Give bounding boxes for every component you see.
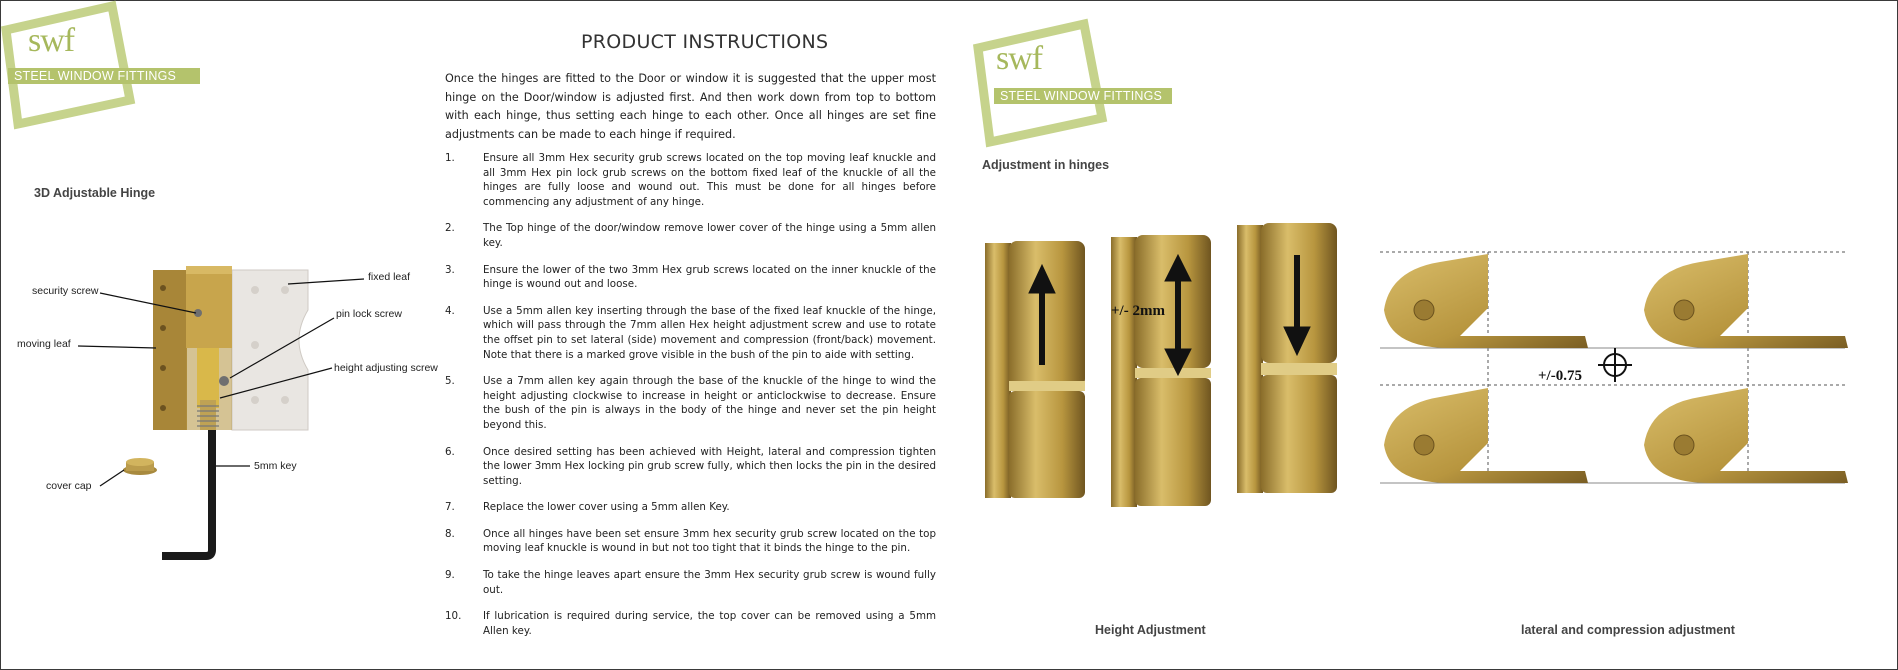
step-item: 10. If lubrication is required during service, the top cover can be removed using a 5mm Allen key. [445,610,936,637]
label-pin-lock-screw: pin lock screw [336,308,402,320]
label-moving-leaf: moving leaf [17,338,71,350]
step-item: 5. Use a 7mm allen key again through the base of the knuckle of the hinge to wind the height adjusting clockwise to increase in height or anticlockwise to decrease. Ensure the bush of the pin is always in the body of the hinge and never set the pin height beyond this. [445,375,936,431]
step-text: Replace the lower cover using a 5mm allen Key. [483,501,730,514]
step-text: Ensure all 3mm Hex security grub screws located on the top moving leaf knuckle and all 3mm Hex pin lock grub screws on the bottom fixed leaf of the knuckle of all the hinges are fully loose and wound out. This must be done for all hinges before commencing any adjustment of any hinge. [483,152,936,208]
logo-left [0,0,200,130]
label-allen-key: 5mm key [254,460,297,472]
step-item: 3. Ensure the lower of the two 3mm Hex grub screws located on the inner knuckle of the hinge is wound out and loose. [445,263,936,291]
hinge-illustration-icon [0,250,445,570]
hinge-diagram [0,250,445,570]
step-item: 2. The Top hinge of the door/window remove lower cover of the hinge using a 5mm allen key. [445,222,936,249]
lateral-adjustment-figure [1380,240,1855,490]
caption-height-adjustment: Height Adjustment [1095,623,1206,637]
instructions-intro: Once the hinges are fitted to the Door or window it is suggested that the upper most hinge on the Door/window is adjusted first. And then work down from top to bottom with each hinge, thus setting each hinge to each other. Once all hinges are set fine adjustments can be made to each hinge if required. [445,72,936,141]
step-text: If lubrication is required during service, the top cover can be removed using a 5mm Allen key. [483,610,936,637]
height-adjustment-figure [975,215,1355,515]
instructions-steps [445,151,936,638]
step-text: Once all hinges have been set ensure 3mm hex security grub screw located on the top moving leaf knuckle is wound in but not too tight that it binds the hinge to the pin. [483,527,936,555]
label-fixed-leaf: fixed leaf [368,271,411,283]
left-heading: 3D Adjustable Hinge [34,186,156,200]
step-item: 4. Use a 5mm allen key inserting through the base of the fixed leaf knuckle of the hinge, which will pass through the 7mm allen Hex height adjustment screw and use to rotate the offset pin to set lateral (side) movement and compression (front/back) movement. Note that there is a marked grove visible in the bush of the pin to aide with setting. [445,304,936,361]
label-height-adjusting-screw: height adjusting screw [334,362,438,374]
logo-word: swf [996,40,1043,77]
logo-frame-icon [972,18,1172,148]
logo-right [972,18,1172,148]
step-item: 9. To take the hinge leaves apart ensure the 3mm Hex security grub screw is wound fully out. [445,569,936,596]
step-item: 8. Once all hinges have been set ensure 3mm hex security grub screw located on the top moving leaf knuckle is wound in but not too tight that it binds the hinge to the pin. [445,527,936,555]
step-text: Use a 5mm allen key inserting through the base of the fixed leaf knuckle of the hinge, which will pass through the 7mm allen Hex height adjustment screw and use to rotate the offset pin to set lateral (side) movement and compression (front/back) movement. Note that there is a marked grove visible in the bush of the pin to aide with setting. [483,304,936,361]
step-text: Ensure the lower of the two 3mm Hex grub screws located on the inner knuckle of the hinge is wound out and loose. [483,263,936,291]
lateral-label: +/-0.75 [1538,368,1582,384]
instructions-title: PRODUCT INSTRUCTIONS [581,31,829,53]
crosshair-icon [1598,348,1632,382]
step-item: 7. Replace the lower cover using a 5mm allen Key. [445,500,936,515]
step-text: Use a 7mm allen key again through the base of the knuckle of the hinge to wind the height adjusting clockwise to increase in height or anticlockwise to decrease. Ensure the bush of the pin is always in the body of the hinge and never set the pin height beyond this. [483,375,936,431]
label-security-screw: security screw [32,285,99,297]
step-text: The Top hinge of the door/window remove lower cover of the hinge using a 5mm allen key. [483,222,936,249]
step-item: 6. Once desired setting has been achieved with Height, lateral and compression tighten the lower 3mm Hex locking pin grub screw fully, which then locks the pin in the desired setting. [445,445,936,487]
brass-knuckle-illustration-icon [1380,240,1855,490]
logo-tagline: STEEL WINDOW FITTINGS [994,88,1172,104]
right-heading: Adjustment in hinges [982,158,1110,172]
height-label: +/- 2mm [1111,303,1165,319]
caption-lateral-adjustment: lateral and compression adjustment [1521,623,1735,637]
step-text: To take the hinge leaves apart ensure the 3mm Hex security grub screw is wound fully out. [483,569,936,596]
logo-frame-icon [0,0,200,130]
logo-tagline: STEEL WINDOW FITTINGS [8,68,200,84]
step-text: Once desired setting has been achieved with Height, lateral and compression tighten the lower 3mm Hex locking pin grub screw fully, which then locks the pin in the desired setting. [483,445,936,487]
label-cover-cap: cover cap [46,480,92,492]
step-item: 1. Ensure all 3mm Hex security grub screws located on the top moving leaf knuckle and all 3mm Hex pin lock grub screws on the bottom fixed leaf of the knuckle of all the hinges are fully loose and wound out. This must be done for all hinges before commencing any adjustment of any hinge. [445,152,936,208]
logo-word: swf [28,22,75,59]
brass-hinge-illustration-icon [975,215,1355,515]
